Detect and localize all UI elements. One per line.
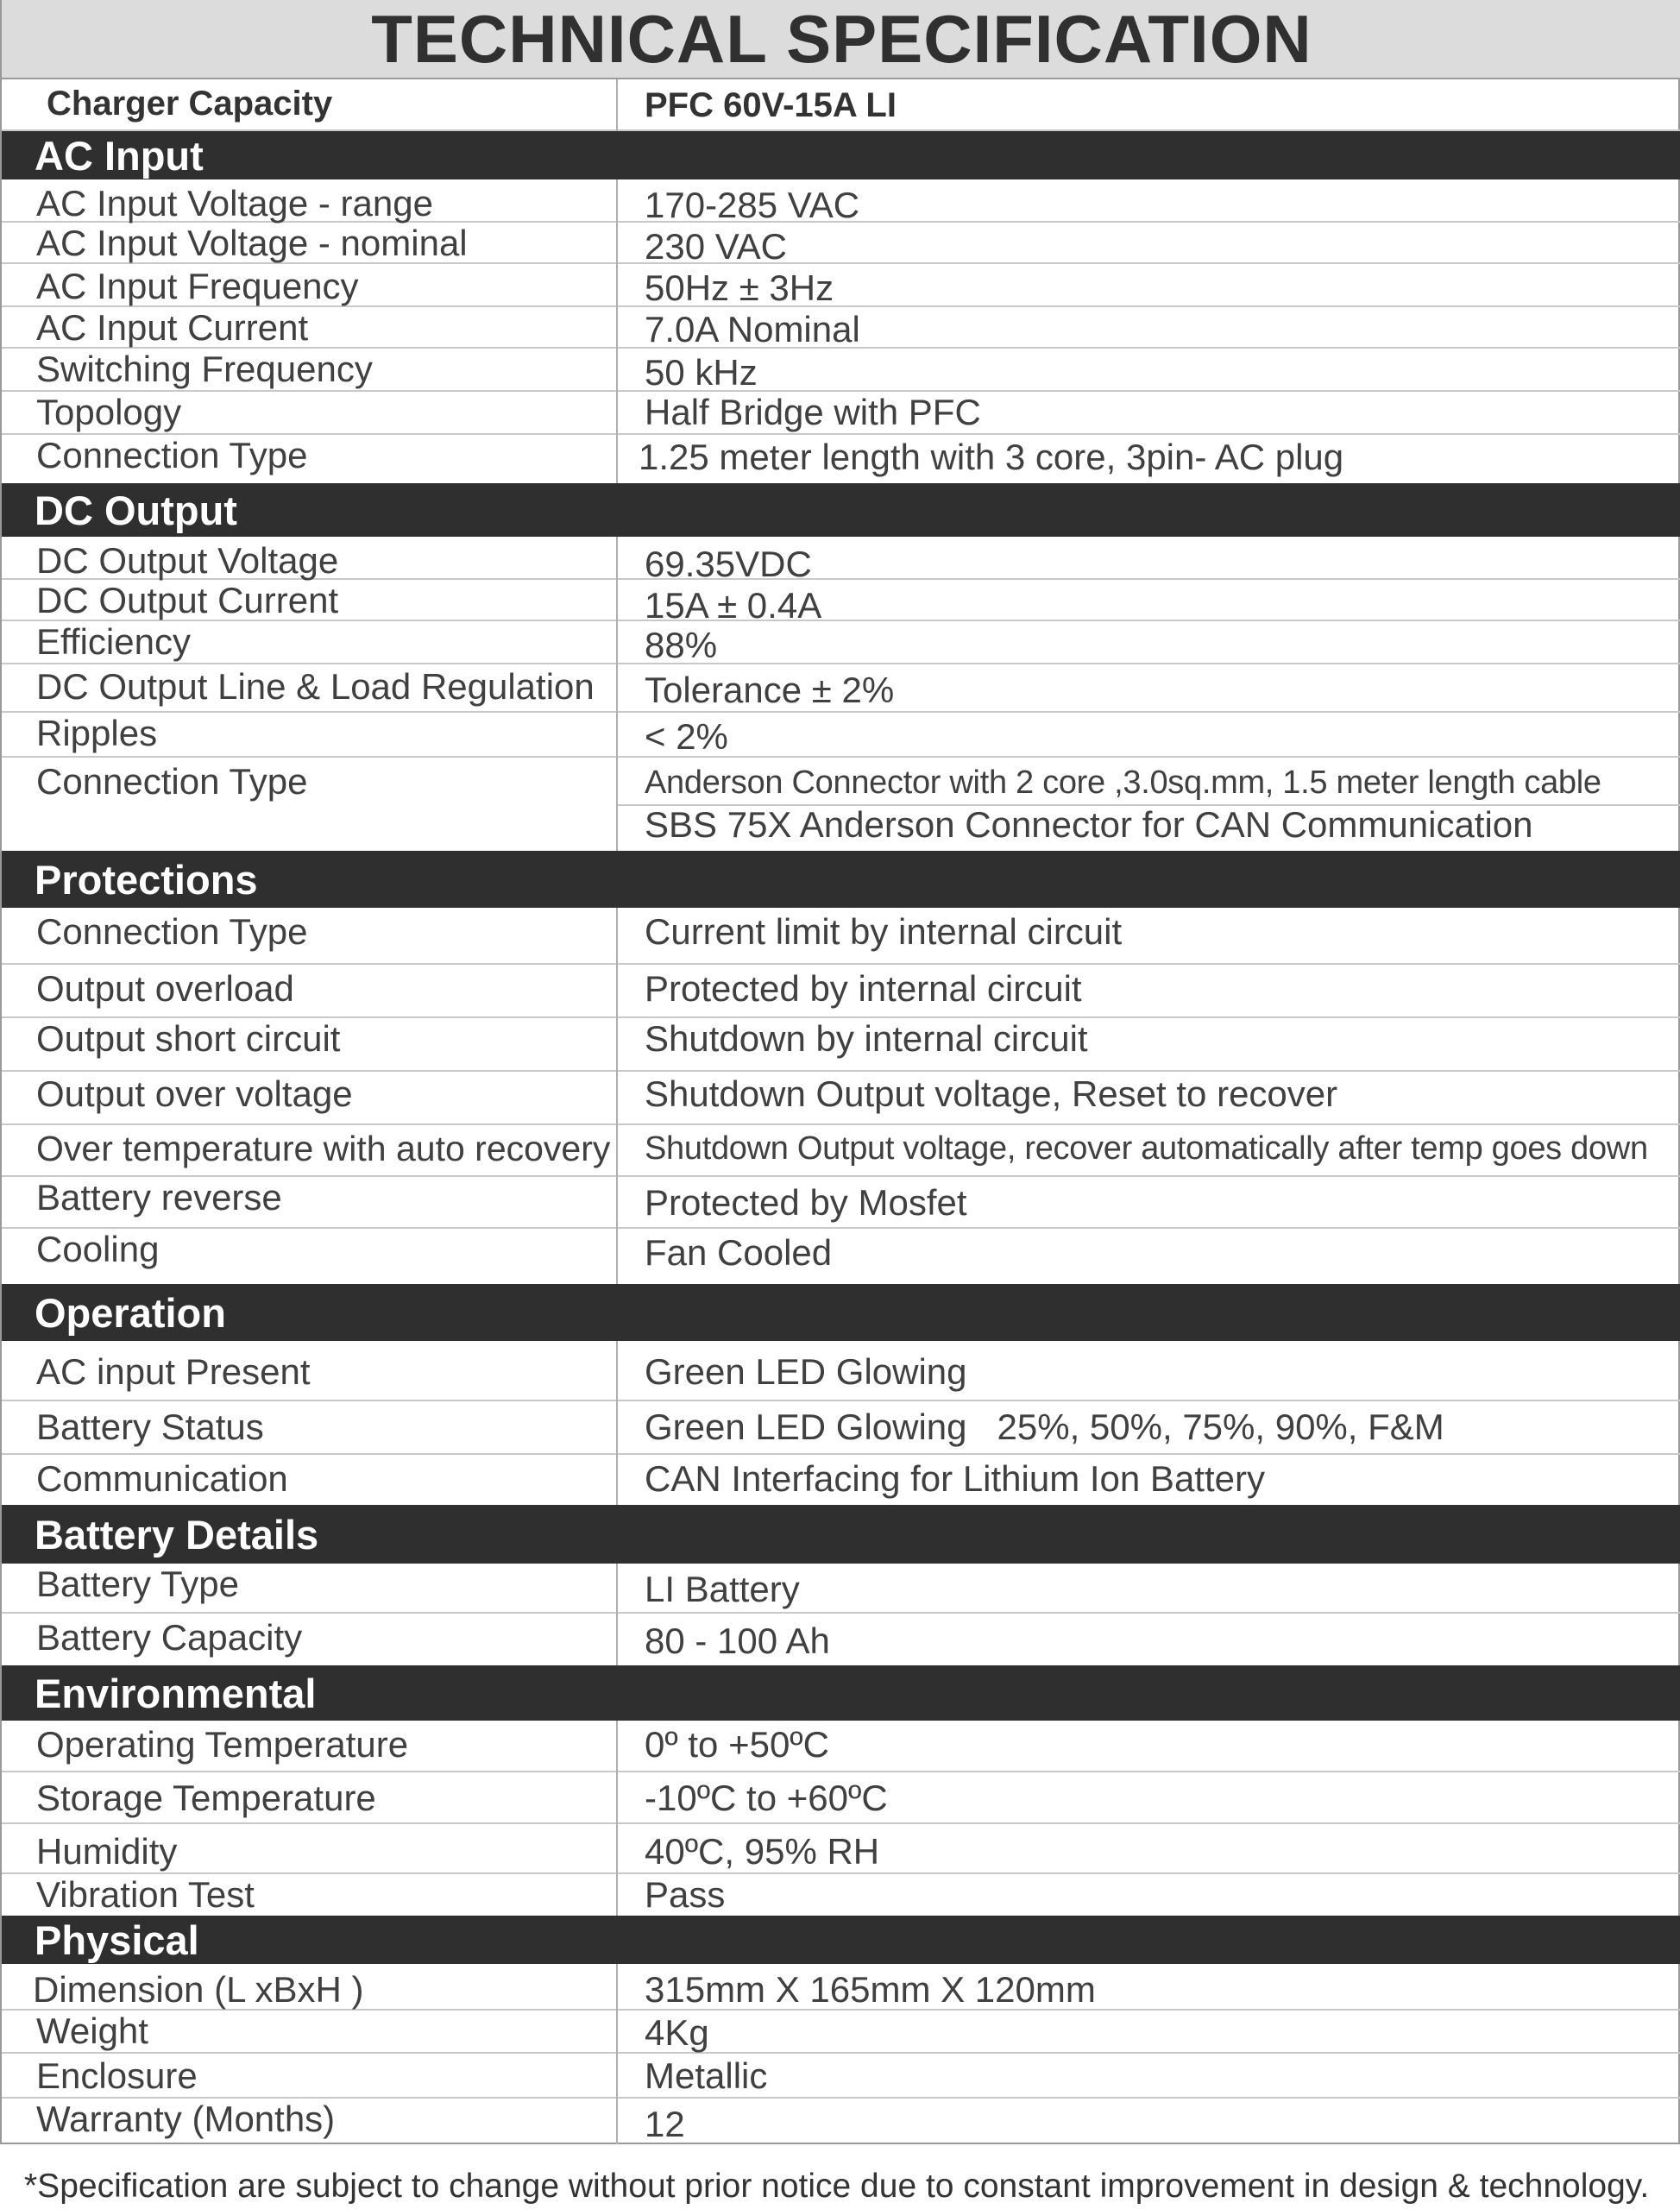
row-label: AC Input Frequency	[36, 266, 359, 306]
capacity-row	[2, 79, 1680, 131]
row-value: 12	[645, 2104, 685, 2144]
section-environmental: Environmental	[2, 1665, 1680, 1721]
row-label: Output overload	[36, 968, 294, 1009]
row-value: 40ºC, 95% RH	[645, 1831, 880, 1872]
row-label: Connection Type	[36, 761, 308, 802]
table-row	[2, 179, 1680, 223]
row-label: Cooling	[36, 1229, 160, 1269]
row-value: Shutdown Output voltage, Reset to recover	[645, 1073, 1338, 1114]
column-divider	[616, 908, 618, 1284]
column-divider	[616, 179, 618, 483]
row-label: Storage Temperature	[36, 1778, 376, 1818]
row-label: Dimension (L xBxH )	[33, 1969, 364, 2010]
row-value: Pass	[645, 1874, 726, 1915]
table-row	[2, 1824, 1680, 1874]
row-label: DC Output Current	[36, 580, 339, 620]
row-value: 80 - 100 Ah	[645, 1621, 830, 1661]
table-row	[2, 1072, 1680, 1125]
row-value: Anderson Connector with 2 core ,3.0sq.mm, 1.5 meter length cable	[645, 765, 1601, 801]
row-value: 1.25 meter length with 3 core, 3pin- AC plug	[639, 437, 1344, 477]
column-divider	[616, 1341, 618, 1505]
table-row	[2, 2099, 1680, 2144]
row-value: Current limit by internal circuit	[645, 911, 1123, 952]
table-row	[2, 307, 1680, 349]
row-value: Shutdown by internal circuit	[645, 1018, 1088, 1059]
row-value: 69.35VDC	[645, 544, 812, 584]
table-row	[2, 223, 1680, 267]
table-row	[2, 621, 1680, 664]
row-value: Fan Cooled	[645, 1232, 833, 1273]
row-value-secondary: SBS 75X Anderson Connector for CAN Communication	[645, 804, 1533, 845]
table-row	[2, 1455, 1680, 1505]
row-label: Battery reverse	[36, 1177, 282, 1218]
row-label: Battery Type	[36, 1564, 240, 1604]
row-label: Over temperature with auto recovery	[36, 1129, 611, 1168]
table-row	[2, 580, 1680, 626]
column-divider	[616, 1564, 618, 1665]
section-physical: Physical	[2, 1916, 1680, 1964]
table-row	[2, 537, 1680, 584]
table-row	[2, 1018, 1680, 1072]
row-value: 50 kHz	[645, 352, 758, 393]
row-value: -10ºC to +60ºC	[645, 1778, 888, 1818]
table-row	[2, 1874, 1680, 1916]
row-label: Efficiency	[36, 621, 191, 662]
table-row	[2, 713, 1680, 758]
table-row	[2, 1772, 1680, 1824]
row-value: Tolerance ± 2%	[645, 670, 895, 710]
row-label: DC Output Voltage	[36, 540, 339, 581]
capacity-label: Charger Capacity	[47, 85, 333, 123]
row-label: AC Input Current	[36, 307, 309, 348]
row-value: Protected by Mosfet	[645, 1182, 967, 1223]
table-row	[2, 1721, 1680, 1772]
section-battery-details: Battery Details	[2, 1505, 1680, 1564]
table-row	[2, 758, 1680, 851]
row-value: 50Hz ± 3Hz	[645, 267, 834, 308]
row-value: 7.0A Nominal	[645, 309, 860, 349]
row-value: Green LED Glowing	[645, 1351, 967, 1392]
row-label: Output short circuit	[36, 1018, 341, 1059]
row-value: 4Kg	[645, 2012, 709, 2053]
table-row	[2, 1964, 1680, 2011]
row-value: Green LED Glowing 25%, 50%, 75%, 90%, F&M	[645, 1407, 1444, 1447]
table-row	[2, 2011, 1680, 2054]
row-value: Half Bridge with PFC	[645, 392, 981, 432]
row-label: Humidity	[36, 1831, 178, 1872]
row-label: AC Input Voltage - nominal	[36, 223, 468, 263]
row-label: Vibration Test	[36, 1874, 255, 1915]
row-label: Battery Status	[36, 1407, 264, 1447]
row-label: AC input Present	[36, 1351, 311, 1392]
table-row	[2, 1614, 1680, 1665]
row-label: Switching Frequency	[36, 349, 373, 389]
row-value: 230 VAC	[645, 226, 787, 267]
row-label: Ripples	[36, 713, 158, 753]
row-label: Warranty (Months)	[36, 2099, 336, 2139]
row-value: Metallic	[645, 2055, 768, 2096]
row-label: Output over voltage	[36, 1073, 353, 1114]
column-divider	[616, 1964, 618, 2144]
row-label: DC Output Line & Load Regulation	[36, 666, 595, 707]
row-label: Communication	[36, 1458, 288, 1499]
row-value: LI Battery	[645, 1569, 800, 1609]
row-label: Enclosure	[36, 2055, 198, 2096]
row-label: Weight	[36, 2011, 148, 2051]
row-label: AC Input Voltage - range	[36, 183, 433, 223]
section-dc-output: DC Output	[2, 483, 1680, 537]
footnote: *Specification are subject to change without prior notice due to constant improvement in design & technology.	[24, 2168, 1650, 2205]
row-label: Connection Type	[36, 435, 308, 475]
section-protections: Protections	[2, 851, 1680, 908]
row-label: Topology	[36, 392, 182, 432]
column-divider	[616, 79, 618, 131]
table-row	[2, 1125, 1680, 1177]
row-label: Connection Type	[36, 911, 308, 952]
row-value: 315mm X 165mm X 120mm	[645, 1969, 1096, 2010]
table-row	[2, 1229, 1680, 1284]
row-value: Protected by internal circuit	[645, 968, 1082, 1009]
column-divider	[616, 1721, 618, 1916]
table-row	[2, 1341, 1680, 1401]
row-label: Operating Temperature	[36, 1724, 409, 1765]
row-value: 0º to +50ºC	[645, 1724, 829, 1765]
row-value: 170-285 VAC	[645, 185, 860, 225]
table-row	[2, 1564, 1680, 1614]
table-row	[2, 435, 1680, 483]
row-value: 15A ± 0.4A	[645, 585, 822, 626]
table-row	[2, 1177, 1680, 1229]
table-row	[2, 1401, 1680, 1455]
page-title: TECHNICAL SPECIFICATION	[2, 0, 1680, 79]
table-row	[2, 965, 1680, 1018]
table-row	[2, 2054, 1680, 2099]
table-row	[2, 664, 1680, 713]
table-row	[2, 349, 1680, 392]
capacity-value: PFC 60V-15A LI	[645, 86, 897, 124]
table-row	[2, 392, 1680, 435]
table-row	[2, 908, 1680, 965]
section-operation: Operation	[2, 1284, 1680, 1341]
table-row	[2, 264, 1680, 307]
row-value: 88%	[645, 625, 718, 665]
row-value: < 2%	[645, 716, 728, 757]
section-ac-input: AC Input	[2, 131, 1680, 179]
row-label: Battery Capacity	[36, 1617, 303, 1658]
row-value: Shutdown Output voltage, recover automatically after temp goes down	[645, 1130, 1648, 1167]
row-value: CAN Interfacing for Lithium Ion Battery	[645, 1458, 1265, 1499]
column-divider	[616, 537, 618, 851]
